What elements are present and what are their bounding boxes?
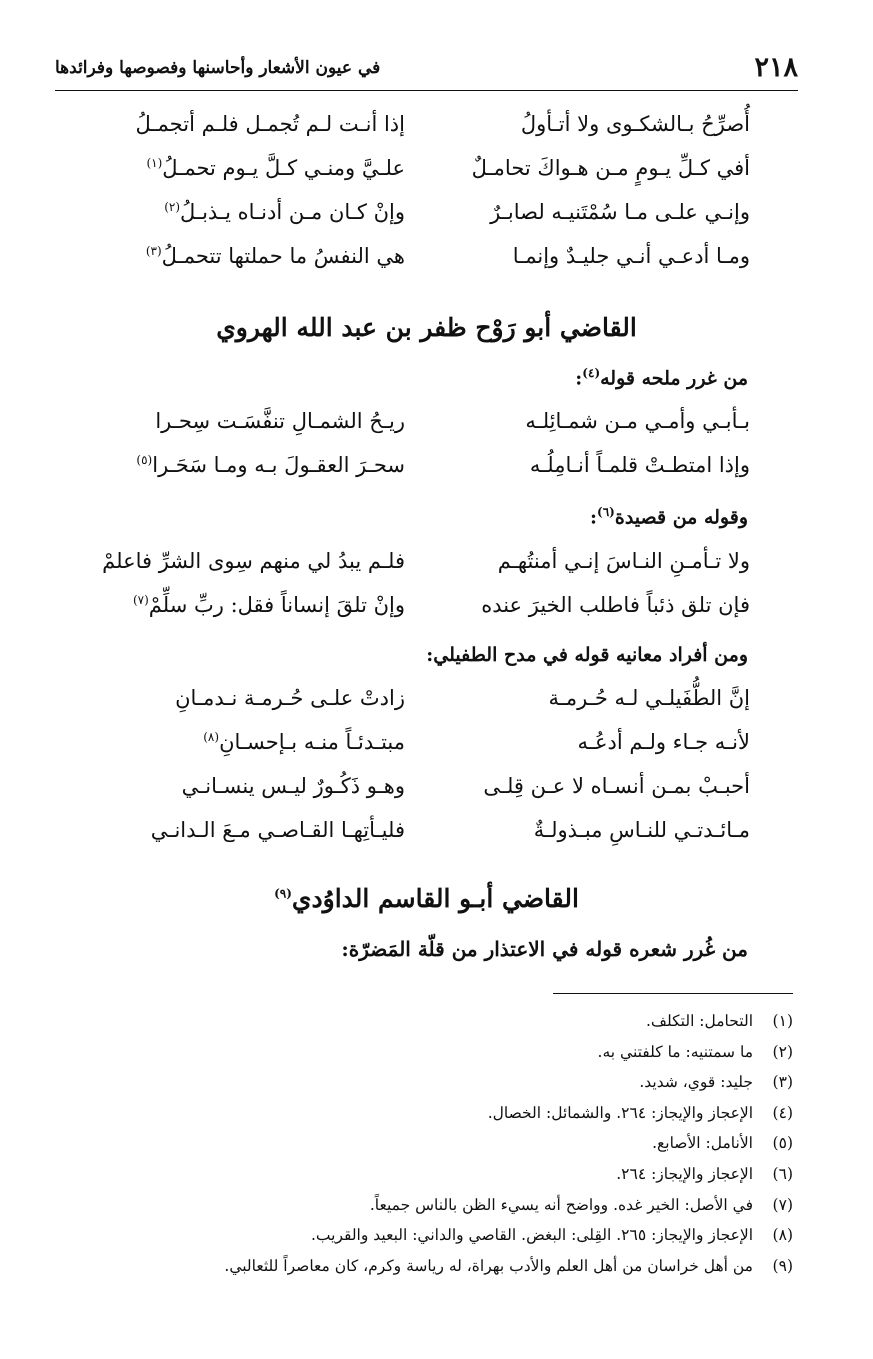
verse-line	[100, 108, 750, 152]
footnote-ref: (٧)	[132, 593, 149, 607]
verse-first-hemistich: بـأبـي وأمـي مـن شمـائِلـه	[525, 409, 750, 433]
running-title: في عيون الأشعار وأحاسنها وفصوصها وفرائدها	[55, 58, 381, 78]
verse-line	[100, 589, 750, 633]
footnote-number: (٨)	[772, 1226, 793, 1245]
poem-stanza-4	[100, 682, 750, 858]
verse-second-hemistich	[102, 549, 405, 573]
footnote-ref: (٢)	[164, 200, 181, 214]
footnote-ref: (٨)	[203, 730, 220, 744]
verse-line	[100, 449, 750, 493]
verse-second-hemistich	[203, 730, 405, 754]
footnote-ref: (٣)	[145, 244, 162, 258]
footnote-text: ما سمتنيه: ما كلفتني به.	[597, 1042, 753, 1061]
footnote-text: التحامل: التكلف.	[646, 1012, 753, 1030]
heading-text: القاضي أبـو القاسم الداوُدي	[291, 884, 579, 913]
footnote-ref: (٤)	[582, 366, 601, 380]
footnote-text: في الأصل: الخير غده. وواضح أنه يسيء الظن بالناس جميعاً.	[369, 1195, 753, 1214]
footnote-text: من أهل خراسان من أهل العلم والأدب بهراة، له رياسة وكرم، كان معاصراً للثعالبي.	[224, 1256, 753, 1275]
hemistich-text: فليـأتِهـا القـاصـي مـعَ الـدانـي	[150, 818, 405, 842]
header-rule	[55, 90, 798, 91]
verse-second-hemistich	[135, 112, 405, 136]
hemistich-text: علـيَّ ومنـي كـلَّ يـوم تحمـلُ	[162, 156, 405, 180]
footnote-item	[93, 1134, 793, 1165]
footnote-ref: (٩)	[274, 886, 292, 901]
footnote-item	[93, 1257, 793, 1288]
footnote-text: الإعجاز والإيجاز: ٢٦٥. القِلى: البغض. القاصي والداني: البعيد والقريب.	[310, 1226, 753, 1245]
verse-line	[100, 240, 750, 284]
verse-line	[100, 405, 750, 449]
footnote-item	[93, 1196, 793, 1227]
verse-first-hemistich: مـائـدتـي للنـاسِ مبـذولـةٌ	[533, 818, 750, 842]
footnote-item	[93, 1043, 793, 1074]
verse-first-hemistich: وإنـي علـى مـا سُمْتَنيـه لصابـرٌ	[490, 200, 750, 224]
verse-second-hemistich	[151, 818, 405, 842]
footnote-number: (٤)	[772, 1103, 793, 1122]
verse-line	[100, 770, 750, 814]
poem-stanza-3	[100, 545, 750, 633]
intro-line: من غرر ملحه قوله$^{(٤)}$:	[575, 366, 748, 390]
footnote-item	[93, 1012, 793, 1043]
intro-line: ومن أفراد معانيه قوله في مدح الطفيلي:	[426, 644, 748, 666]
verse-second-hemistich	[175, 686, 405, 710]
verse-first-hemistich: ولا تـأمـنِ النـاسَ إنـي أمنتُهـم	[497, 549, 750, 573]
verse-second-hemistich	[146, 156, 405, 180]
footnote-ref: (٥)	[136, 453, 153, 467]
intro-line: من غُرر شعره قوله في الاعتذار من قلّة المَضرّة:	[341, 937, 748, 961]
verse-line	[100, 814, 750, 858]
verse-second-hemistich	[164, 200, 405, 224]
footnote-text: الإعجاز والإيجاز: ٢٦٤.	[616, 1164, 753, 1183]
verse-first-hemistich: أحبـبْ بمـن أنسـاه لا عـن قِلـى	[483, 774, 750, 798]
footnote-number: (٩)	[772, 1256, 793, 1275]
footnote-text: الأنامل: الأصابع.	[652, 1134, 753, 1153]
hemistich-text: إذا أنـت لـم تُجمـل فلـم أتجمـلُ	[135, 112, 405, 136]
footnote-number: (٥)	[772, 1134, 793, 1153]
footnote-rule	[553, 993, 793, 994]
hemistich-text: فلـم يبدُ لي منهم سِوى الشرِّ فاعلمْ	[102, 549, 405, 573]
hemistich-text: سحـرَ العقـولَ بـه ومـا سَحَـرا	[152, 453, 405, 477]
verse-line	[100, 545, 750, 589]
hemistich-text: وإنْ تلقَ إنساناً فقل: ربِّ سلِّمْ	[148, 593, 405, 617]
verse-first-hemistich: وإذا امتطـتْ قلمـاً أنـامِلُـه	[529, 453, 750, 477]
footnote-item	[93, 1165, 793, 1196]
footnote-item	[93, 1073, 793, 1104]
verse-second-hemistich	[133, 593, 405, 617]
intro-line: وقوله من قصيدة$^{(٦)}$:	[590, 505, 748, 529]
hemistich-text: ريـحُ الشمـالِ تنفَّسَـت سِحـرا	[155, 409, 405, 433]
hemistich-text: وهـو ذَكُـورٌ ليـس ينسـانـي	[181, 774, 405, 798]
footnote-text: الإعجاز والإيجاز: ٢٦٤. والشمائل: الخصال.	[487, 1103, 753, 1122]
footnote-ref: (١)	[146, 156, 163, 170]
intro-text: وقوله من قصيدة	[614, 506, 748, 529]
footnote-text: جليد: قوي، شديد.	[639, 1073, 753, 1092]
verse-second-hemistich	[136, 453, 405, 477]
hemistich-text: زادتْ علـى حُـرمـة نـدمـانِ	[175, 686, 405, 710]
verse-line	[100, 196, 750, 240]
section-heading-1: القاضي أبو رَوْح ظفر بن عبد الله الهروي	[216, 313, 637, 342]
verse-line	[100, 152, 750, 196]
running-header	[55, 52, 798, 92]
verse-first-hemistich: أُصرِّحُ بـالشكـوى ولا أتـأولُ	[520, 112, 750, 136]
page-number: ٢١٨	[754, 52, 798, 83]
verse-first-hemistich: لأنـه جـاء ولـم أدعُـه	[577, 730, 750, 754]
intro-text: من غرر ملحه قوله	[600, 367, 748, 390]
verse-line	[100, 682, 750, 726]
footnote-item	[93, 1104, 793, 1135]
footnote-number: (٣)	[772, 1073, 793, 1092]
footnotes	[93, 1012, 793, 1287]
verse-first-hemistich: أفي كـلِّ يـومٍ مـن هـواكَ تحامـلٌ	[471, 156, 750, 180]
hemistich-text: وإنْ كـان مـن أدنـاه يـذبـلُ	[180, 200, 405, 224]
poem-stanza-1	[100, 108, 750, 284]
footnote-item	[93, 1226, 793, 1257]
hemistich-text: هي النفسُ ما حملتها تتحمـلُ	[161, 244, 405, 268]
footnote-number: (٧)	[772, 1195, 793, 1214]
verse-first-hemistich: إنَّ الطُّفَيلـي لـه حُـرمـة	[548, 686, 750, 710]
footnote-number: (١)	[772, 1012, 793, 1030]
verse-line	[100, 726, 750, 770]
footnote-number: (٢)	[772, 1042, 793, 1061]
verse-first-hemistich: فإن تلق ذئباً فاطلب الخيرَ عنده	[481, 593, 750, 617]
footnote-number: (٦)	[772, 1164, 793, 1183]
verse-second-hemistich	[146, 244, 405, 268]
hemistich-text: مبتـدئـاً منـه بـإحسـانِ	[219, 730, 405, 754]
verse-second-hemistich	[182, 774, 405, 798]
footnote-ref: (٦)	[597, 505, 615, 519]
verse-first-hemistich: ومـا أدعـي أنـي جليـدٌ وإنمـا	[512, 244, 750, 268]
verse-second-hemistich	[155, 409, 405, 433]
poem-stanza-2	[100, 405, 750, 493]
section-heading-2	[55, 884, 798, 913]
